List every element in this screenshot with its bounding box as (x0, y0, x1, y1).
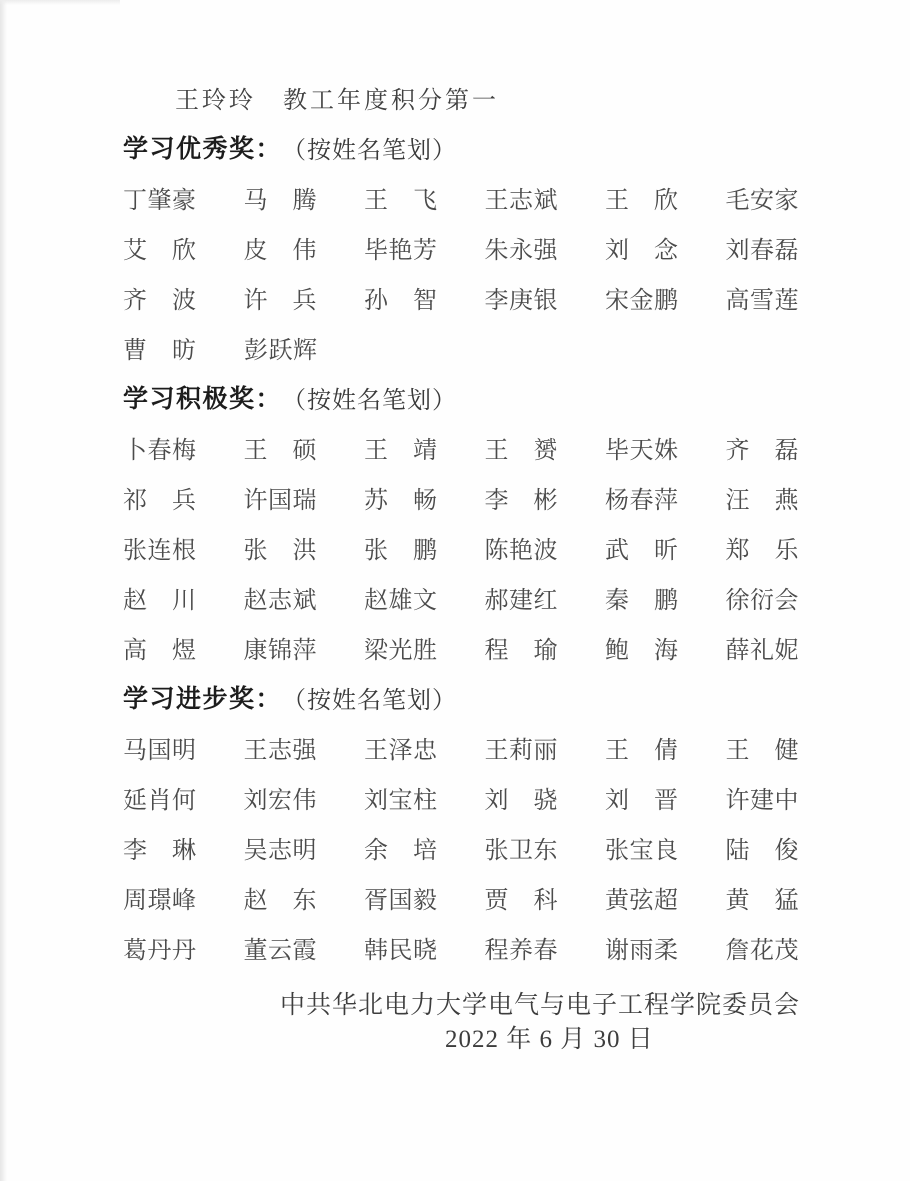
awardee-name: 苏 畅 (364, 487, 438, 514)
award-name-row (123, 872, 800, 922)
awardee-name: 张 洪 (243, 537, 317, 564)
awardee-name: 张连根 (123, 537, 197, 564)
awardee-name: 卜春梅 (123, 437, 197, 464)
awardee-name: 朱永强 (484, 237, 558, 264)
awardee-name: 武 昕 (605, 537, 679, 564)
awardee-name: 刘宏伟 (243, 787, 317, 814)
awardee-name: 胥国毅 (364, 887, 438, 914)
awardee-name: 丁肇豪 (123, 187, 197, 214)
awardee-name: 程养春 (484, 937, 558, 964)
awardee-name: 韩民晓 (364, 937, 438, 964)
awardee-name: 王莉丽 (484, 737, 558, 764)
signature-line (123, 972, 800, 1022)
awardee-name: 郑 乐 (725, 537, 799, 564)
awardee-name: 王 硕 (243, 437, 317, 464)
awardee-name: 祁 兵 (123, 487, 197, 514)
award-section-heading (123, 122, 800, 172)
awardee-name: 刘 骁 (484, 787, 558, 814)
date-line (123, 1022, 800, 1072)
awardee-name: 刘 晋 (605, 787, 679, 814)
award-sections (123, 122, 800, 972)
awardee-name: 陈艳波 (484, 537, 558, 564)
awardee-name: 刘 念 (605, 237, 679, 264)
awardee-name: 曹 昉 (123, 337, 197, 364)
award-name-row (123, 922, 800, 972)
award-sort-note: （按姓名笔划） (282, 687, 458, 714)
awardee-name: 许 兵 (243, 287, 317, 314)
awardee-name: 张宝良 (605, 837, 679, 864)
awardee-name: 许国瑞 (243, 487, 317, 514)
awardee-name: 陆 俊 (725, 837, 799, 864)
awardee-name: 王 健 (725, 737, 799, 764)
award-name-row (123, 522, 800, 572)
awardee-name: 葛丹丹 (123, 937, 197, 964)
awardee-name: 高 煜 (123, 637, 197, 664)
awardee-name: 吴志明 (243, 837, 317, 864)
awardee-name: 马国明 (123, 737, 197, 764)
awardee-name: 延肖何 (123, 787, 197, 814)
awardee-name: 王 靖 (364, 437, 438, 464)
awardee-name: 毛安家 (725, 187, 799, 214)
document-subtitle-line (123, 72, 800, 122)
awardee-name: 许建中 (725, 787, 799, 814)
awardee-name: 赵志斌 (243, 587, 317, 614)
award-name-row (123, 822, 800, 872)
awardee-name: 梁光胜 (364, 637, 438, 664)
awardee-name: 张卫东 (484, 837, 558, 864)
awardee-name: 皮 伟 (243, 237, 317, 264)
awardee-name: 徐衍会 (725, 587, 799, 614)
awardee-name: 薛礼妮 (725, 637, 799, 664)
award-name-row (123, 272, 800, 322)
awardee-name: 董云霞 (243, 937, 317, 964)
award-sort-note: （按姓名笔划） (282, 137, 458, 164)
awardee-name: 彭跃辉 (244, 337, 318, 364)
awardee-name: 高雪莲 (725, 287, 799, 314)
award-name-row (123, 172, 800, 222)
awardee-name: 赵 川 (123, 587, 197, 614)
awardee-name: 毕艳芳 (364, 237, 438, 264)
award-name-row (123, 222, 800, 272)
award-title: 学习进步奖： (123, 686, 283, 713)
awardee-name: 谢雨柔 (605, 937, 679, 964)
award-name-row (123, 322, 800, 372)
awardee-name: 贾 科 (484, 887, 558, 914)
award-section-heading (123, 672, 800, 722)
top-ranking-text: 王玲玲 教工年度积分第一 (175, 87, 499, 114)
awardee-name: 王 赟 (484, 437, 558, 464)
award-title: 学习积极奖： (123, 386, 283, 413)
awardee-name: 周璟峰 (123, 887, 197, 914)
awardee-name: 孙 智 (364, 287, 438, 314)
award-name-row (123, 472, 800, 522)
scan-edge-artifact-top (0, 0, 120, 5)
award-sort-note: （按姓名笔划） (282, 387, 458, 414)
awardee-name: 齐 波 (123, 287, 197, 314)
awardee-name: 汪 燕 (725, 487, 799, 514)
awardee-name: 杨春萍 (605, 487, 679, 514)
awardee-name: 王 倩 (605, 737, 679, 764)
awardee-name: 刘宝柱 (364, 787, 438, 814)
award-name-row (123, 422, 800, 472)
awardee-name: 王泽忠 (364, 737, 438, 764)
awardee-name: 宋金鹏 (605, 287, 679, 314)
signature-committee: 中共华北电力大学电气与电子工程学院委员会 (280, 992, 801, 1019)
awardee-name: 赵雄文 (364, 587, 438, 614)
awardee-name: 马 腾 (243, 187, 317, 214)
award-name-row (123, 622, 800, 672)
awardee-name: 黄 猛 (725, 887, 799, 914)
awardee-name: 李庚银 (484, 287, 558, 314)
awardee-name: 黄弦超 (605, 887, 679, 914)
awardee-name: 张 鹏 (364, 537, 438, 564)
awardee-name: 艾 欣 (123, 237, 197, 264)
signature-date: 2022 年 6 月 30 日 (445, 1026, 654, 1053)
awardee-name: 李 彬 (484, 487, 558, 514)
award-title: 学习优秀奖： (123, 136, 283, 163)
awardee-name: 詹花茂 (725, 937, 799, 964)
award-name-row (123, 772, 800, 822)
awardee-name: 齐 磊 (725, 437, 799, 464)
scan-edge-artifact-left (0, 0, 7, 1181)
awardee-name: 程 瑜 (484, 637, 558, 664)
awardee-name: 王 欣 (605, 187, 679, 214)
award-name-row (123, 572, 800, 622)
awardee-name: 毕天姝 (605, 437, 679, 464)
awardee-name: 李 琳 (123, 837, 197, 864)
awardee-name: 余 培 (364, 837, 438, 864)
awardee-name: 郝建红 (484, 587, 558, 614)
awardee-name: 王志强 (243, 737, 317, 764)
awardee-name: 刘春磊 (725, 237, 799, 264)
award-name-row (123, 722, 800, 772)
award-section-heading (123, 372, 800, 422)
awardee-name: 王志斌 (484, 187, 558, 214)
awardee-name: 鲍 海 (605, 637, 679, 664)
awardee-name: 秦 鹏 (605, 587, 679, 614)
awardee-name: 王 飞 (364, 187, 438, 214)
awardee-name: 赵 东 (243, 887, 317, 914)
awardee-name: 康锦萍 (243, 637, 317, 664)
